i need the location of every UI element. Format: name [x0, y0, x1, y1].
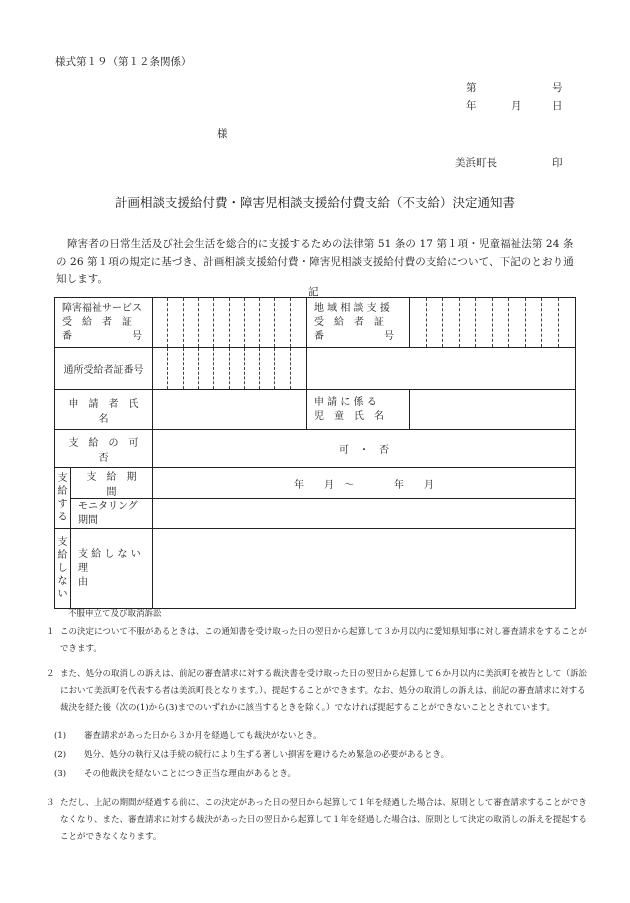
day-care-cert-label: 通所受給者証番号 [55, 348, 153, 390]
form-number: 様式第１９（第１２条関係） [55, 56, 192, 68]
approval-value[interactable]: 可 ・ 否 [153, 430, 576, 468]
date-day-label: 日 [552, 100, 563, 112]
intro-paragraph: 障害者の日常生活及び社会生活を総合的に支援するための法律第 51 条の 17 第１項・児童福祉法第 24 条の 26 第１項の規定に基づき、計画相談支援給付費・障害児相談支援給付費の支給について、下記のとおり通知します。 [56, 238, 574, 285]
note-2-text: また、処分の取消しの訴えは、前記の審査請求に対する裁決書を受け取った日の翌日から起算して６か月以内に美浜町を被告として（訴訟において美浜町を代表する者は美浜町長となります。）、提起することができます。なお、処分の取消しの訴えは、前記の審査請求に対する裁決を経た後（次の(1)から(3)までのいずれかに該当するときを除く。）でなければ提起することができないこととされています。 [60, 669, 588, 713]
child-name-label-line-2: 児 童 氏 名 [314, 410, 384, 422]
non-payment-reason-field[interactable] [153, 529, 576, 609]
shikyu-suru-label [55, 468, 71, 529]
document-title: 計画相談支援給付費・障害児相談支援給付費支給（不支給）決定通知書 [114, 195, 515, 210]
welfare-service-cert-line-1: 障害福祉サービス [62, 302, 142, 314]
child-name-label [307, 390, 410, 430]
shikyu-suru-char-4: る [57, 512, 68, 523]
note-1-text: この決定について不服があるときは、この通知書を受け取った日の翌日から起算して３か月以内に愛知県知事に対し審査請求をすることができます。 [60, 627, 587, 654]
document-number-suffix: 号 [552, 82, 563, 94]
sub-3-number: (3) [54, 769, 67, 779]
seal-mark: 印 [552, 157, 563, 169]
note-3-text: ただし、上記の期間が経過する前に、この決定があった日の翌日から起算して１年を経過した場合は、原則として審査請求することができなくなり、また、審査請求に対する裁決があった日の翌日から起算して１年を経過した場合は、原則として決定の取消しの訴えを提起することができなくなります。 [60, 798, 587, 842]
addressee-honorific: 様 [217, 128, 228, 140]
community-support-cert-label [307, 298, 410, 348]
note-1-number: １ [46, 627, 55, 637]
community-support-cert-number-grid[interactable] [410, 298, 576, 348]
shikyu-suru-char-1: 支 [57, 473, 68, 484]
welfare-service-cert-label [55, 298, 153, 348]
note-3 [46, 795, 590, 846]
community-support-cert-line-3: 番 号 [314, 330, 394, 342]
shikyu-shinai-label [55, 529, 71, 609]
day-care-cert-number-grid[interactable] [153, 348, 307, 390]
monitoring-period-label: モニタリング期間 [71, 499, 153, 529]
community-support-cert-line-2: 受 給 者 証 [314, 316, 384, 328]
sub-2-number: (2) [54, 750, 67, 760]
issuer-name: 美浜町長 [455, 157, 497, 169]
welfare-service-cert-number-grid[interactable] [153, 298, 307, 348]
applicant-name-field[interactable] [153, 390, 307, 430]
sub-1-number: (1) [54, 731, 67, 741]
shikyu-shinai-char-5: い [57, 589, 68, 600]
non-payment-reason-label [71, 529, 153, 609]
appeal-heading: 不服申立て及び取消訴訟 [68, 609, 162, 619]
welfare-service-cert-line-2: 受 給 者 証 [62, 316, 132, 328]
sub-2-text: 処分、処分の執行又は手続の続行により生ずる著しい損害を避けるため緊急の必要があるとき。 [84, 750, 450, 760]
note-2-number: ２ [46, 669, 55, 679]
shikyu-suru-char-2: 給 [57, 486, 68, 497]
community-support-cert-line-1: 地 域 相 談 支 援 [314, 302, 390, 314]
note-3-number: ３ [46, 798, 55, 808]
applicant-name-label: 申 請 者 氏 名 [55, 390, 153, 430]
note-1 [46, 624, 590, 658]
sub-1-text: 審査請求があった日から３か月を経過しても裁決がないとき。 [84, 731, 322, 741]
ki-label: 記 [308, 286, 319, 298]
date-month-label: 月 [511, 100, 522, 112]
payment-period-label: 支 給 期 間 [71, 468, 153, 499]
day-care-cert-blank [307, 348, 576, 390]
child-name-field[interactable] [410, 390, 576, 430]
non-payment-reason-line-2: 理 由 [78, 562, 138, 588]
document-number-prefix: 第 [466, 82, 477, 94]
non-payment-reason-line-1: 支 給 し な い [78, 548, 141, 560]
decision-table [54, 297, 576, 609]
approval-label: 支 給 の 可 否 [55, 430, 153, 468]
shikyu-shinai-char-2: 給 [57, 550, 68, 561]
shikyu-shinai-char-3: し [57, 563, 68, 574]
child-name-label-line-1: 申 請 に 係 る [314, 396, 377, 408]
shikyu-shinai-char-1: 支 [57, 537, 68, 548]
welfare-service-cert-line-3: 番 号 [62, 330, 142, 342]
payment-period-value[interactable]: 年 月 ～ 年 月 [153, 468, 576, 499]
shikyu-suru-char-3: す [57, 499, 68, 510]
sub-3-text: その他裁決を経ないことにつき正当な理由があるとき。 [84, 769, 296, 779]
monitoring-period-field[interactable] [153, 499, 576, 529]
note-2 [46, 666, 590, 717]
date-year-label: 年 [466, 100, 477, 112]
shikyu-shinai-char-4: な [57, 576, 68, 587]
note-2-sub-list [46, 728, 590, 783]
